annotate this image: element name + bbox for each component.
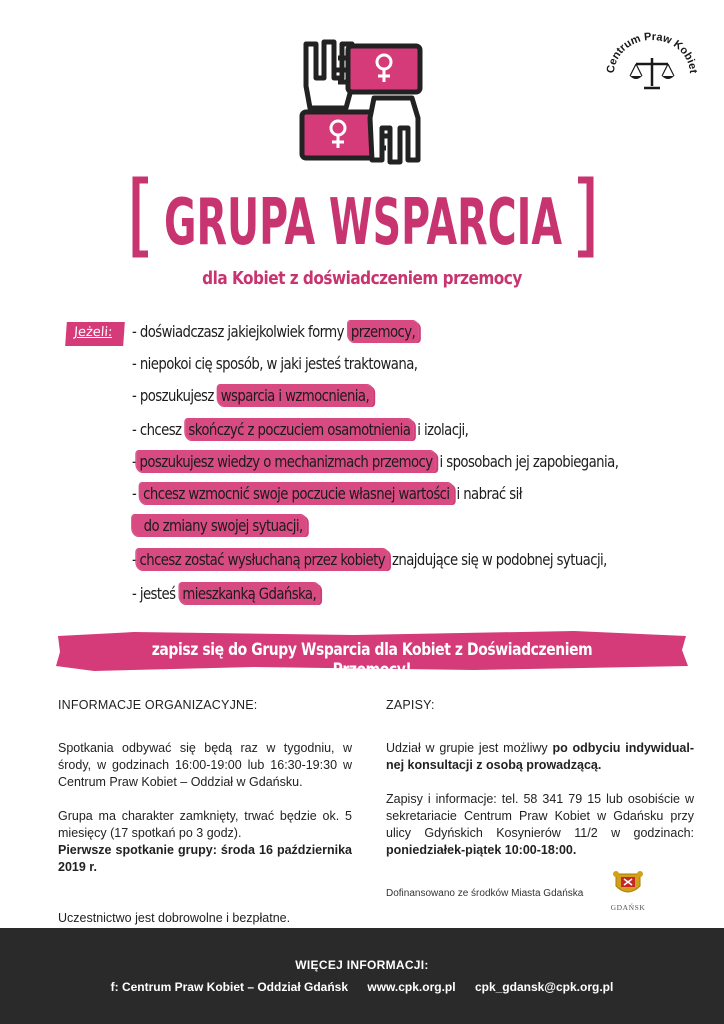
subtitle: dla Kobiet z doświadczeniem przemocy [202,268,522,289]
list-item: - poszukujesz wiedzy o mechanizmach przemocy i sposobach jej zapobiegania, [132,452,619,471]
footer-heading: WIĘCEJ INFORMACJI: [295,958,429,972]
conditions-label: Jeżeli: [65,322,125,346]
hands-female-symbol-icon [298,38,426,166]
footer [0,928,724,1024]
logo-text: Centrum Praw Kobiet [604,30,700,74]
list-item: - chcesz wzmocnić swoje poczucie własnej wartości i nabrać sił [132,484,522,503]
page-title [0,172,724,264]
first-meeting-text: Pierwsze spotkanie grupy: środa 16 października 2019 r. [58,843,352,874]
organizational-info [58,697,352,944]
list-item: - poszukujesz wsparcia i wzmocnienia, [132,386,372,412]
list-item: - doświadczasz jakiejkolwiek formy przemocy, [132,322,418,348]
centrum-praw-kobiet-logo [600,28,704,98]
signup-info: ZAPISY: Udział w grupie jest możliwy po odbyciu indywidual-nej konsultacji z osobą prowadzącą. Zapisy i informacje: tel. 58 341 79 15 lub osobiście w sekretariacie Centrum Praw Kobiet w Gdańsku przy ulicy Gdyńskich Kosynierów 11/2 w godzinach: poniedziałek-piątek 10:00-18:00. [386,698,694,857]
facebook-link[interactable]: f: Centrum Praw Kobiet – Oddział Gdańsk [110,980,349,994]
organizational-info-heading: INFORMACJE ORGANIZACYJNE: [58,698,258,712]
list-item: - jesteś mieszkanką Gdańska, [132,584,319,610]
group-info-text: Grupa ma charakter zamknięty, trwać będzie ok. 5 miesięcy (17 spotkań po 3 godz). [58,809,352,840]
office-hours: poniedziałek-piątek 10:00-18:00. [386,843,577,857]
contact-text: Zapisy i informacje: tel. 58 341 79 15 lub osobiście w sekretariacie Centrum Praw Kobiet w Gdańsku przy ulicy Gdyńskich Kosynierów 11/2 w godzinach: [386,792,694,840]
gdansk-logo [604,868,652,914]
list-item: - niepokoi cię sposób, w jaki jesteś traktowana, [132,354,418,373]
gdansk-label: GDAŃSK [610,903,646,912]
email-link[interactable]: cpk_gdansk@cpk.org.pl [474,980,614,994]
signup-heading: ZAPISY: [386,698,435,712]
participation-text: Uczestnictwo jest dobrowolne i bezpłatne. [58,911,291,925]
list-item: - chcesz skończyć z poczuciem osamotnienia i izolacji, [132,420,469,439]
list-item: do zmiany swojej sytuacji, [132,516,306,542]
signup-banner [54,630,690,680]
funding-note: Dofinansowano ze środków Miasta Gdańska [386,888,584,899]
title-text: GRUPA WSPARCIA [164,186,563,260]
gdansk-crest-icon [608,868,648,898]
website-link[interactable]: www.cpk.org.pl [367,980,456,994]
consultation-requirement: po odbyciu indywidual-nej konsultacji z osobą prowadzącą. [386,741,694,772]
list-item: - chcesz zostać wysłuchaną przez kobiety znajdujące się w podobnej sytuacji, [132,550,607,569]
schedule-text: Spotkania odbywać się będą raz w tygodniu, w środy, w godzinach 16:00-19:00 lub 16:30-19:30 w Centrum Praw Kobiet – Oddział w Gdańsku. [58,741,352,789]
signup-banner-text: zapisz się do Grupy Wsparcia dla Kobiet z Doświadczeniem Przemocy! [151,640,593,680]
